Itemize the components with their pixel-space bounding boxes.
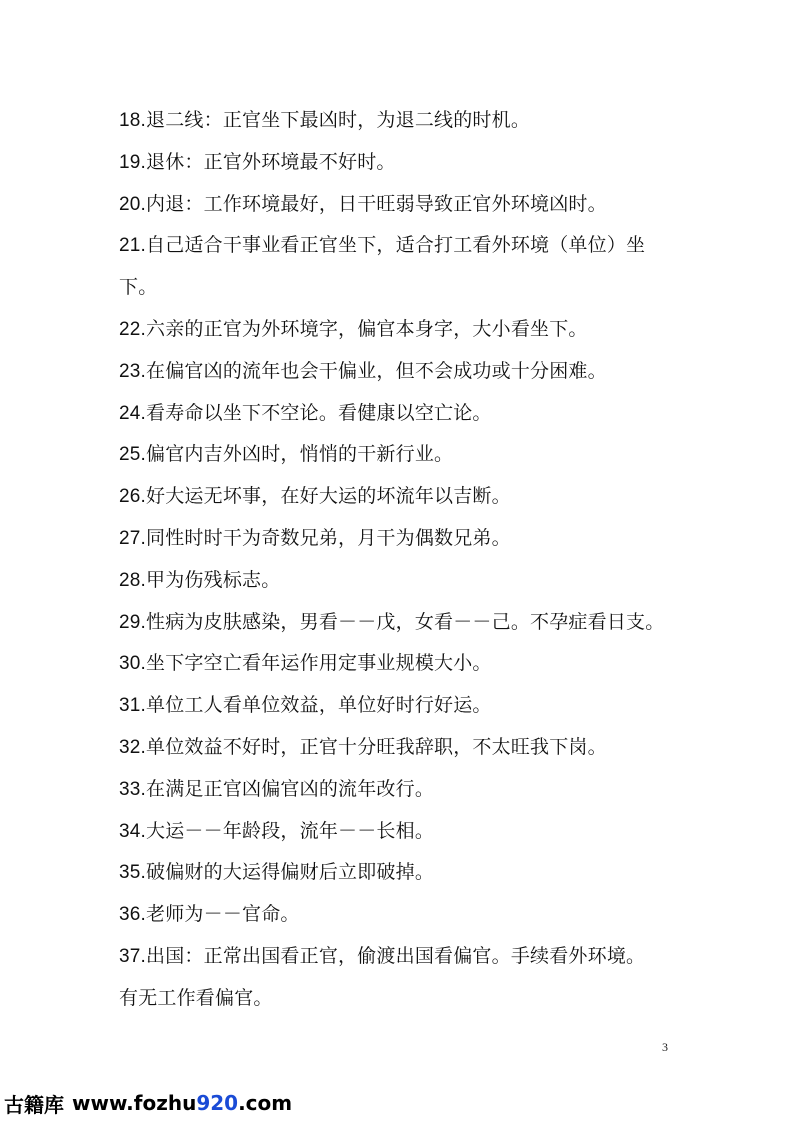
list-item: 19.退休：正官外环境最不好时。 — [119, 150, 396, 173]
list-item: 28.甲为伤残标志。 — [119, 568, 281, 591]
list-item: 33.在满足正官凶偏官凶的流年改行。 — [119, 777, 435, 800]
watermark-url-highlight: 920 — [196, 1091, 239, 1115]
watermark-site-name: 古籍库 — [4, 1092, 64, 1117]
list-item: 31.单位工人看单位效益，单位好时行好运。 — [119, 694, 492, 717]
list-item-continuation: 有无工作看偏官。 — [119, 986, 273, 1009]
list-item: 30.坐下字空亡看年运作用定事业规模大小。 — [119, 652, 492, 675]
list-item: 34.大运－－年龄段，流年－－长相。 — [119, 819, 435, 842]
list-item: 22.六亲的正官为外环境字，偏官本身字，大小看坐下。 — [119, 317, 588, 340]
list-item: 24.看寿命以坐下不空论。看健康以空亡论。 — [119, 401, 492, 424]
list-item: 26.好大运无坏事，在好大运的坏流年以吉断。 — [119, 485, 511, 508]
list-item: 18.退二线：正官坐下最凶时，为退二线的时机。 — [119, 109, 531, 131]
watermark-url-tail: .com — [238, 1091, 293, 1115]
list-item-continuation: 下。 — [119, 276, 158, 299]
list-item: 21.自己适合干事业看正官坐下，适合打工看外环境（单位）坐 — [119, 234, 646, 257]
list-item: 23.在偏官凶的流年也会干偏业，但不会成功或十分困难。 — [119, 359, 607, 382]
list-item: 29.性病为皮肤感染，男看－－戊，女看－－己。不孕症看日支。 — [119, 610, 665, 633]
document-body — [119, 100, 679, 1020]
page-number: 3 — [662, 1040, 668, 1054]
watermark-url-part: www.fozhu — [72, 1091, 197, 1115]
list-item: 20.内退：工作环境最好，日干旺弱导致正官外环境凶时。 — [119, 192, 607, 215]
site-watermark — [0, 1085, 292, 1121]
list-item: 25.偏官内吉外凶时，悄悄的干新行业。 — [119, 443, 454, 466]
list-item: 35.破偏财的大运得偏财后立即破掉。 — [119, 861, 435, 884]
list-item: 36.老师为－－官命。 — [119, 903, 300, 926]
list-item: 27.同性时时干为奇数兄弟，月干为偶数兄弟。 — [119, 526, 511, 549]
list-item: 37.出国：正常出国看正官，偷渡出国看偏官。手续看外环境。 — [119, 944, 646, 967]
list-item: 32.单位效益不好时，正官十分旺我辞职，不太旺我下岗。 — [119, 735, 607, 758]
